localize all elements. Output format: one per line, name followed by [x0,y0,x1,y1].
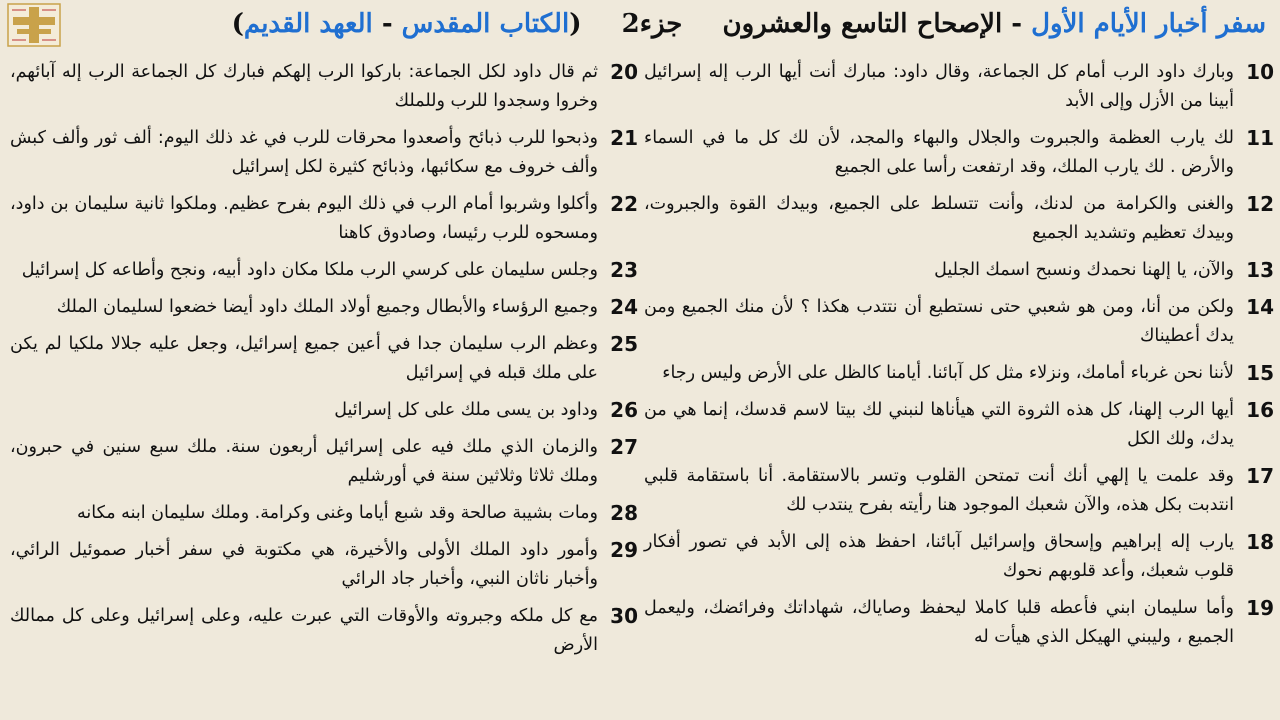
verse-text: وذبحوا للرب ذبائح وأصعدوا محرقات للرب في غد ذلك اليوم: ألف ثور وألف كبش وألف خروف مع سكائبها، وذبائح كثيرة لكل إسرائيل [10,128,598,177]
verse-text: والغنى والكرامة من لدنك، وأنت تتسلط على الجميع، وبيدك القوة والجبروت، وبيدك تعظيم وتشديد الجميع [644,194,1234,243]
verse-text: ومات بشيبة صالحة وقد شبع أياما وغنى وكرامة. وملك سليمان ابنه مكانه [77,503,598,523]
verse [10,190,638,248]
verse [644,190,1274,248]
verse [644,293,1274,351]
verse [10,536,638,594]
verse-text: وقد علمت يا إلهي أنك أنت تمتحن القلوب وتسر بالاستقامة. أنا باستقامة قلبي انتدبت بكل هذه، والآن شعبك الموجود هنا رأيته بفرح ينتدب لك [644,466,1234,515]
verse [644,359,1274,388]
verse-number: 20 [610,60,638,84]
verse-text: والزمان الذي ملك فيه على إسرائيل أربعون سنة. ملك سبع سنين في حبرون، وملك ثلاثا وثلاثين سنة في أورشليم [10,437,598,486]
verse-text: مع كل ملكه وجبروته والأوقات التي عبرت عليه، وعلى إسرائيل وعلى كل ممالك الأرض [10,606,598,655]
verse-number: 10 [1246,60,1274,84]
verse-number: 29 [610,538,638,562]
bible-label: الكتاب المقدس [401,9,570,39]
page-title [70,4,1266,44]
verse [10,58,638,116]
verses-right-column [644,58,1274,652]
part-label: جزء2 [621,9,683,39]
verse-text: لك يارب العظمة والجبروت والجلال والبهاء والمجد، لأن لك كل ما في السماء والأرض . لك يارب الملك، وقد ارتفعت رأسا على الجميع [644,128,1234,177]
verse-number: 14 [1246,295,1274,319]
verse-number: 16 [1246,398,1274,422]
verse-text: وأمور داود الملك الأولى والأخيرة، هي مكتوبة في سفر أخبار صموئيل الرائي، وأخبار ناثان النبي، وأخبار جاد الرائي [10,540,598,589]
verse [10,602,638,660]
chapter-title: الإصحاح التاسع والعشرون [722,9,1003,39]
verse-text: وجلس سليمان على كرسي الرب ملكا مكان داود أبيه، ونجح وأطاعه كل إسرائيل [21,260,598,280]
verse-number: 15 [1246,361,1274,385]
verse [10,293,638,322]
verse-number: 25 [610,332,638,356]
verse-number: 13 [1246,258,1274,282]
paren-close: ) [231,9,244,39]
title-separator: - [1011,9,1023,39]
verse-text: وأما سليمان ابني فأعطه قلبا كاملا ليحفظ وصاياك، شهاداتك وفرائضك، وليعمل الجميع ، وليبني الهيكل الذي هيأت له [644,598,1234,647]
verse-text: يارب إله إبراهيم وإسحاق وإسرائيل آبائنا، احفظ هذه إلى الأبد في تصور أفكار قلوب شعبك، وأعد قلوبهم نحوك [644,532,1234,581]
verse [10,330,638,388]
verse [644,124,1274,182]
verse-number: 24 [610,295,638,319]
verse-number: 19 [1246,596,1274,620]
verse-text: وعظم الرب سليمان جدا في أعين جميع إسرائيل، وجعل عليه جلالا ملكيا لم يكن على ملك قبله في إسرائيل [10,334,598,383]
verse-text: وأكلوا وشربوا أمام الرب في ذلك اليوم بفرح عظيم. وملكوا ثانية سليمان بن داود، ومسحوه للرب رئيسا، وصادوق كاهنا [10,194,598,243]
verse-text: أيها الرب إلهنا، كل هذه الثروة التي هيأناها لنبني لك بيتا لاسم قدسك، إنما هي من يدك، ولك الكل [644,400,1234,449]
book-title: سفر أخبار الأيام الأول [1031,9,1266,39]
verse [10,499,638,528]
verse-text: وبارك داود الرب أمام كل الجماعة، وقال داود: مبارك أنت أيها الرب إله إسرائيل أبينا من الأزل وإلى الأبد [644,62,1234,111]
verse-number: 12 [1246,192,1274,216]
header [0,0,1280,52]
verse-number: 26 [610,398,638,422]
verse-text: لأننا نحن غرباء أمامك، ونزلاء مثل كل آبائنا. أيامنا كالظل على الأرض وليس رجاء [662,363,1234,383]
verse-number: 28 [610,501,638,525]
verse [644,594,1274,652]
verse [10,433,638,491]
verse [10,256,638,285]
verse [644,528,1274,586]
verse-number: 11 [1246,126,1274,150]
verse-text: ولكن من أنا، ومن هو شعبي حتى نستطيع أن نتتدب هكذا ؟ لأن منك الجميع ومن يدك أعطيناك [644,297,1234,346]
verse-text: وداود بن يسى ملك على كل إسرائيل [334,400,598,420]
verse-number: 17 [1246,464,1274,488]
verse-number: 23 [610,258,638,282]
title-separator-2: - [381,9,393,39]
verse-number: 22 [610,192,638,216]
verses-left-column [10,58,638,660]
verse-number: 18 [1246,530,1274,554]
testament-label: العهد القديم [243,9,373,39]
verse-text: ثم قال داود لكل الجماعة: باركوا الرب إلهكم فبارك كل الجماعة الرب إله آبائهم، وخروا وسجدوا للرب وللملك [10,62,598,111]
verse [10,124,638,182]
verse-text: وجميع الرؤساء والأبطال وجميع أولاد الملك داود أيضا خضعوا لسليمان الملك [56,297,598,317]
verse [644,396,1274,454]
verse [10,396,638,425]
verse-number: 21 [610,126,638,150]
verse [644,256,1274,285]
paren-open: ( [569,9,582,39]
cross-logo-icon [4,2,64,48]
verse-number: 27 [610,435,638,459]
verse-text: والآن، يا إلهنا نحمدك ونسبح اسمك الجليل [934,260,1234,280]
verse-number: 30 [610,604,638,628]
verse [644,462,1274,520]
verse [644,58,1274,116]
